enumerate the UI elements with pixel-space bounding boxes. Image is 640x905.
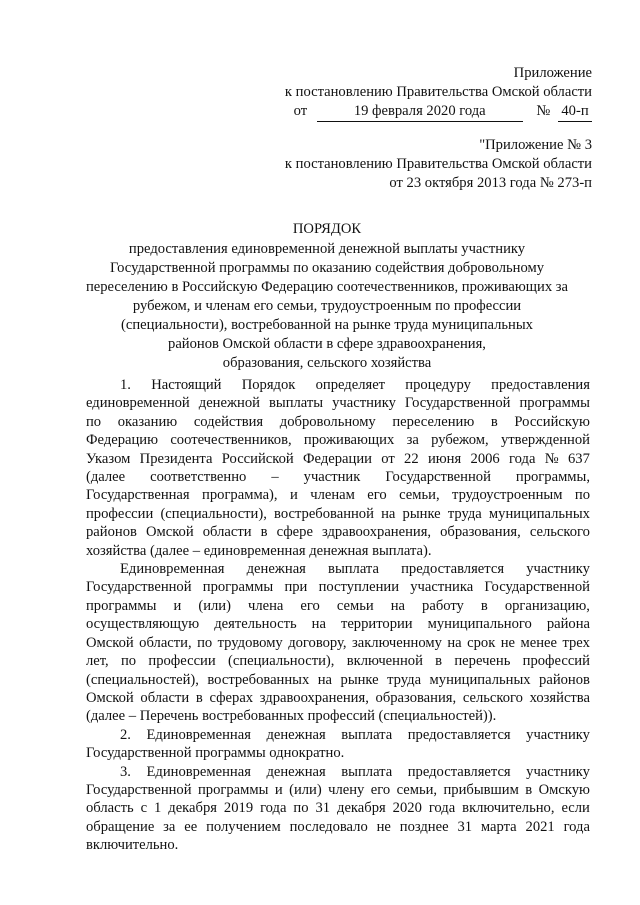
body-line: программы и (или) члена его семьи на работу в организацию, (86, 597, 590, 614)
body-line: лет, по профессии (специальности), включенной в перечень профессий (86, 653, 590, 670)
body-paragraph (86, 763, 590, 855)
body-line: Государственная программа), и членам его семьи, трудоустроенным по (86, 487, 590, 504)
document-body (86, 376, 590, 855)
document-title (60, 220, 594, 373)
header-date-number-line (270, 102, 592, 122)
header-appendix-label: Приложение (513, 65, 592, 81)
body-line: Омской области в сферах здравоохранения, образования, сельского хозяйства (86, 689, 590, 706)
body-line: обращение за ее получением последовало не позднее 31 марта 2021 года (86, 818, 590, 835)
body-line: Государственной программы при поступлении участника Государственной (86, 579, 590, 596)
appendix-date-ref: от 23 октября 2013 года № 273-п (389, 175, 592, 191)
appendix-resolution-ref: к постановлению Правительства Омской области (284, 156, 592, 172)
body-paragraph (86, 560, 590, 726)
body-line: осуществляющую деятельность на территории муниципального района (86, 616, 590, 633)
body-line: включительно. (86, 837, 179, 854)
body-line: Указом Президента Российской Федерации от 22 июня 2006 года № 637 (86, 450, 590, 467)
title-line: переселению в Российскую Федерацию соотечественников, проживающих за (85, 279, 569, 295)
header-from-label: от (293, 103, 308, 119)
body-line: профессии (специальности), востребованной на рынке труда муниципальных (86, 505, 590, 522)
body-line: Федерацию соотечественников, проживающих за рубежом, утвержденной (86, 432, 590, 449)
body-line: Единовременная денежная выплата предоставляется участнику (120, 561, 590, 578)
title-line: предоставления единовременной денежной выплаты участнику (128, 241, 526, 257)
body-line: 1. Настоящий Порядок определяет процедуру предоставления (120, 377, 590, 393)
title-line: рубежом, и членам его семьи, трудоустроенным по профессии (132, 298, 522, 314)
body-line: 3. Единовременная денежная выплата предоставляется участнику (120, 763, 590, 780)
body-line: Государственной программы и (или) члену его семьи, прибывшим в Омскую (86, 781, 590, 798)
title-line: Государственной программы по оказанию содействия добровольному (109, 260, 544, 276)
body-line: хозяйства (далее – единовременная денежная выплата). (86, 542, 432, 559)
body-line: 2. Единовременная денежная выплата предоставляется участнику (120, 726, 590, 743)
body-paragraph (86, 376, 590, 560)
body-line: область с 1 декабря 2019 года по 31 декабря 2020 года включительно, если (86, 800, 590, 817)
title-subtitle (60, 240, 594, 373)
appendix-number: "Приложение № 3 (479, 137, 592, 153)
body-line: районов Омской области в сфере здравоохранения, образования, сельского (86, 524, 590, 541)
body-line: (специальностей), востребованных на рынке труда муниципальных районов (86, 671, 590, 688)
header-date-value: 19 февраля 2020 года (317, 102, 523, 122)
header-number-value: 40-п (558, 102, 592, 122)
resolution-header (270, 64, 592, 122)
body-line: по оказанию содействия добровольному переселению в Российскую (86, 413, 590, 430)
header-resolution-ref: к постановлению Правительства Омской области (284, 84, 592, 100)
body-line: Омской области, по трудовому договору, заключенному на срок не менее трех (86, 634, 590, 651)
title-heading: ПОРЯДОК (292, 221, 362, 237)
title-line: образования, сельского хозяйства (222, 355, 432, 371)
title-line: (специальности), востребованной на рынке труда муниципальных (121, 317, 533, 333)
appendix-reference (270, 136, 592, 193)
body-line: Государственной программы однократно. (86, 745, 345, 762)
body-line: (далее – Перечень востребованных профессий (специальностей)). (86, 708, 497, 725)
header-number-label: № (536, 103, 551, 119)
body-paragraph (86, 726, 590, 763)
title-line: районов Омской области в сфере здравоохранения, (168, 336, 486, 352)
body-line: единовременной денежной выплаты участнику Государственной программы (86, 395, 590, 412)
body-line: (далее соответственно – участник Государственной программы, (86, 469, 590, 486)
